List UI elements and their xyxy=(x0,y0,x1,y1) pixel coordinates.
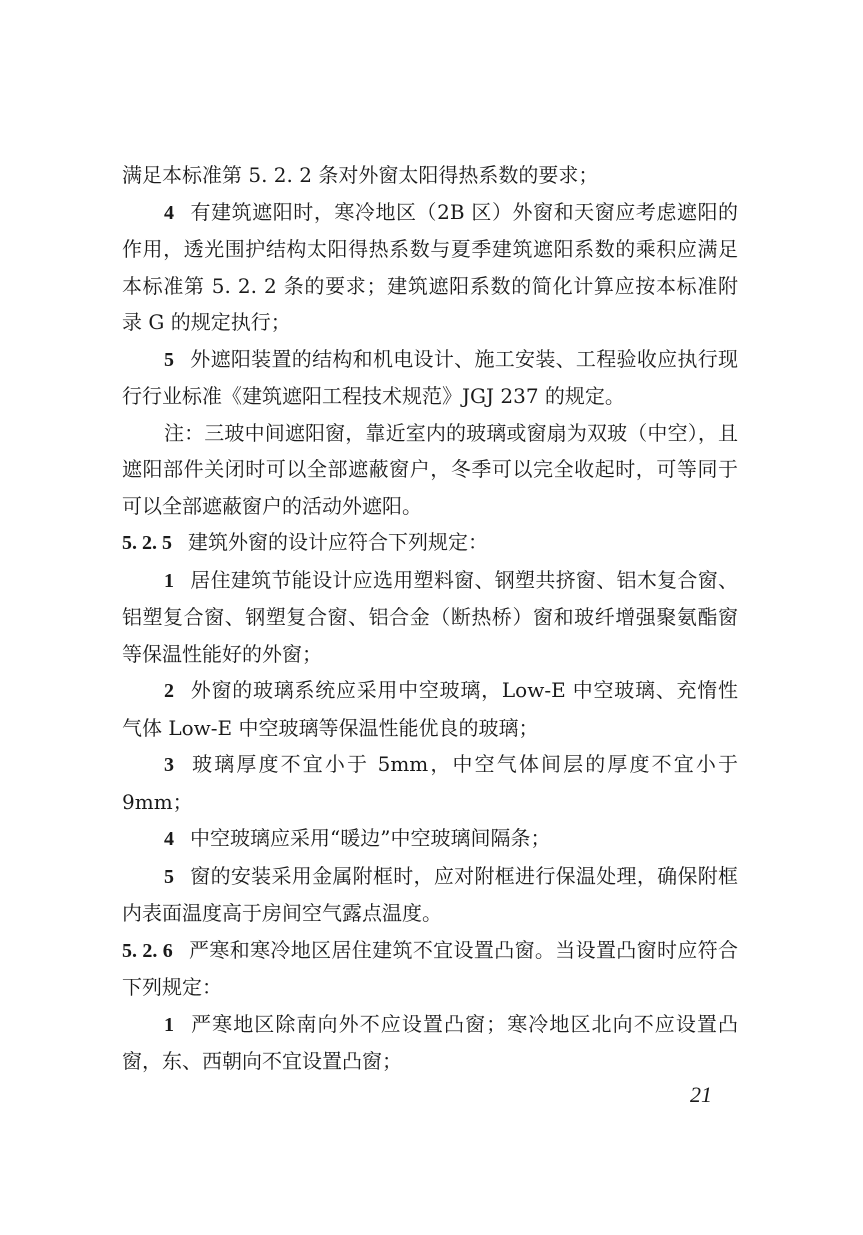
note: 注：三玻中间遮阳窗，靠近室内的玻璃或窗扇为双玻（中空），且遮阳部件关闭时可以全部遮蔽窗户，冬季可以完全收起时，可等同于可以全部遮蔽窗户的活动外遮阳。 xyxy=(122,420,738,518)
clause-number: 5. 2. 6 xyxy=(122,939,173,962)
item-text: 有建筑遮阳时，寒冷地区（2B 区）外窗和天窗应考虑遮阳的作用，透光围护结构太阳得热系数与夏季建筑遮阳系数的乘积应满足本标准第 5. 2. 2 条的要求；建筑遮阳系数的简化计算应按本标准附录 G 的规定执行； xyxy=(122,199,738,334)
clause-5-2-6 xyxy=(122,932,738,1006)
item-text: 外遮阳装置的结构和机电设计、施工安装、工程验收应执行现行行业标准《建筑遮阳工程技术规范》JGJ 237 的规定。 xyxy=(122,346,738,408)
item-text: 中空玻璃应采用“暖边”中空玻璃间隔条； xyxy=(190,826,551,850)
clause-5-2-5 xyxy=(122,524,738,562)
clause-5-2-5-item-4 xyxy=(122,820,738,858)
item-text: 居住建筑节能设计应选用塑料窗、钢塑共挤窗、铝木复合窗、铝塑复合窗、钢塑复合窗、铝合金（断热桥）窗和玻纤增强聚氨酯窗等保温性能好的外窗； xyxy=(122,567,738,666)
clause-text: 严寒和寒冷地区居住建筑不宜设置凸窗。当设置凸窗时应符合下列规定： xyxy=(122,937,739,999)
clause-5-2-5-item-1 xyxy=(122,562,738,673)
item-text: 严寒地区除南向外不应设置凸窗；寒冷地区北向不应设置凸窗，东、西朝向不宜设置凸窗； xyxy=(122,1011,738,1073)
clause-5-2-5-item-5 xyxy=(122,858,738,932)
item-number: 5 xyxy=(164,865,174,888)
item-text: 玻璃厚度不宜小于 5mm，中空气体间层的厚度不宜小于 9mm； xyxy=(122,752,738,814)
clause-5-2-6-item-1 xyxy=(122,1006,738,1080)
clause-5-2-5-item-2 xyxy=(122,672,738,746)
item-number: 5 xyxy=(164,348,174,371)
document-body xyxy=(122,157,738,1080)
item-text: 外窗的玻璃系统应采用中空玻璃，Low-E 中空玻璃、充惰性气体 Low-E 中空玻璃等保温性能优良的玻璃； xyxy=(122,678,738,740)
clause-5-2-5-item-3 xyxy=(122,746,738,820)
item-number: 1 xyxy=(164,569,174,592)
item-number: 4 xyxy=(164,201,174,224)
item-number: 1 xyxy=(164,1013,174,1036)
paragraph-continuation: 满足本标准第 5. 2. 2 条对外窗太阳得热系数的要求； xyxy=(122,163,599,187)
page-number: 21 xyxy=(690,1082,712,1107)
item-number: 2 xyxy=(164,680,174,702)
item-text: 窗的安装采用金属附框时，应对附框进行保温处理，确保附框内表面温度高于房间空气露点温度。 xyxy=(122,863,738,925)
item-number: 3 xyxy=(164,754,174,776)
clause-text: 建筑外窗的设计应符合下列规定： xyxy=(188,530,488,554)
item-5-external-shading xyxy=(122,341,738,415)
item-4-shading xyxy=(122,194,738,341)
item-number: 4 xyxy=(164,828,174,850)
clause-number: 5. 2. 5 xyxy=(122,532,172,554)
